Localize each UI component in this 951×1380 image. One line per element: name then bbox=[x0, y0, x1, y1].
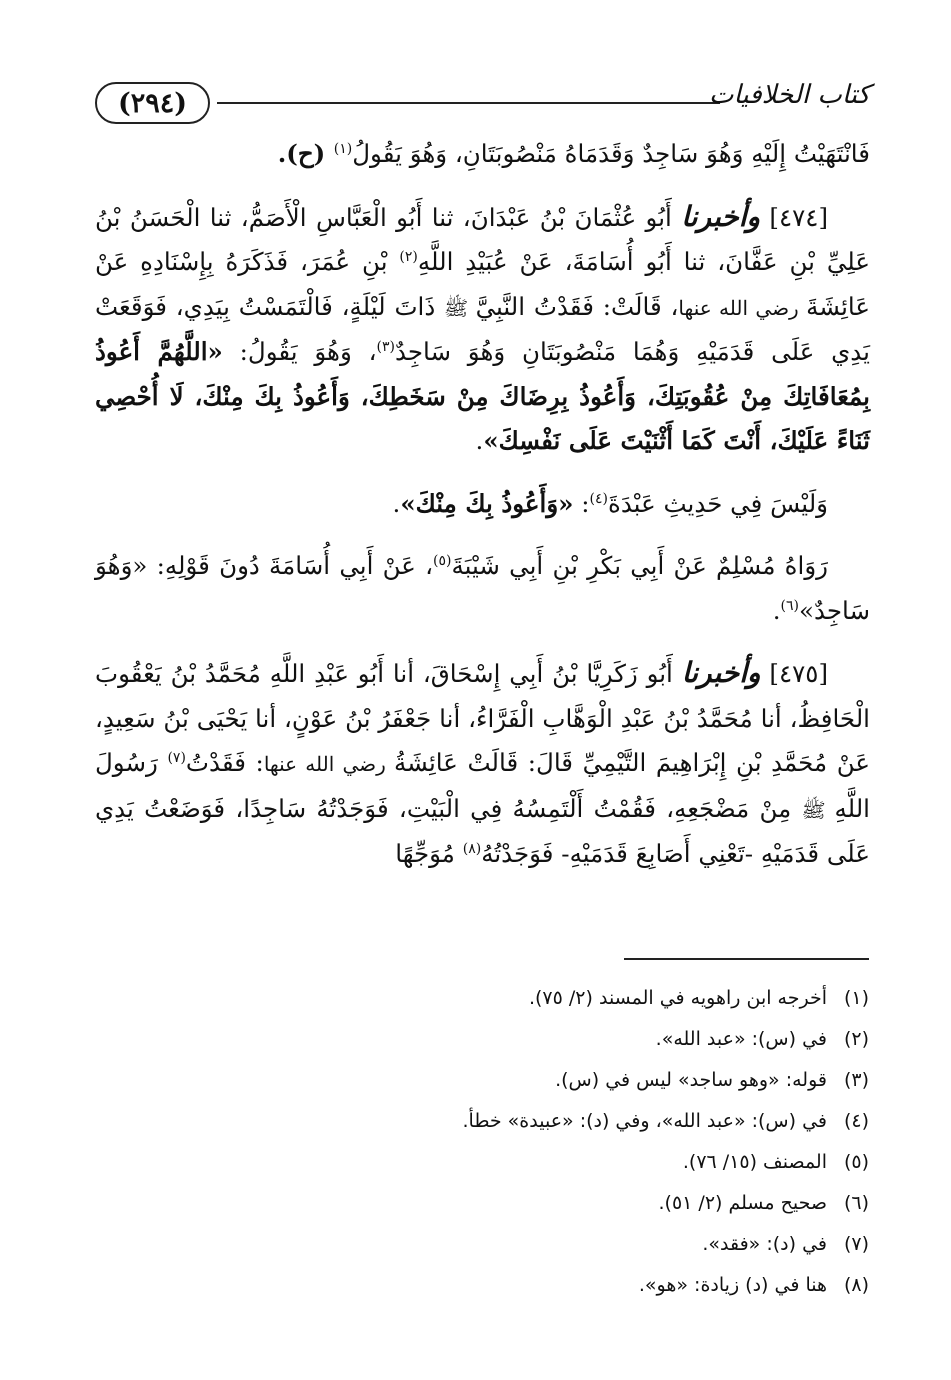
footnote-ref-1[interactable]: (١) bbox=[333, 140, 353, 157]
symbol-h: (ح). bbox=[277, 139, 334, 168]
page-header bbox=[95, 78, 870, 128]
honorific-symbol: رضي الله عنها bbox=[263, 752, 394, 776]
text-run: رَسُولَ اللَّهِ bbox=[95, 748, 870, 823]
footnote-text: هنا في (د) زيادة: «هو». bbox=[638, 1274, 827, 1296]
quote-text: «وَأَعُوذُ بِكَ مِنْكَ» bbox=[400, 488, 574, 518]
text-run: رَوَاهُ مُسْلِمٌ عَنْ أَبِي بَكْرِ بْنِ أَبِي شَيْبَةَ bbox=[451, 551, 828, 580]
footnote-ref-7[interactable]: (٧) bbox=[167, 749, 186, 766]
text-run: مُوَجِّهًا bbox=[395, 839, 463, 868]
text-run: ، وَهُوَ يَقُولُ: bbox=[222, 337, 377, 366]
footnote-separator bbox=[624, 958, 869, 960]
footnote-text: المصنف (١٥/ ٧٦). bbox=[682, 1151, 827, 1173]
footnote-label: (٥) bbox=[843, 1151, 869, 1173]
footnote-text: في (س): «عبد الله». bbox=[655, 1028, 827, 1050]
hadith-number: [٤٧٤] bbox=[760, 202, 828, 232]
book-title: كتاب الخلافيات bbox=[708, 80, 870, 110]
text-run: : bbox=[573, 488, 590, 518]
footnote-item bbox=[169, 978, 869, 1019]
footnote-ref-4[interactable]: (٤) bbox=[589, 490, 608, 507]
keyword-akhbarana: وأخبرنا bbox=[681, 199, 761, 233]
honorific-symbol: رضي الله عنها bbox=[678, 295, 807, 320]
footnote-ref-2[interactable]: (٢) bbox=[399, 248, 418, 265]
footnote-label: (٧) bbox=[843, 1233, 869, 1255]
text-run: ، عَنْ أَبِي أُسَامَةَ دُونَ قَوْلِهِ: «وَهُوَ سَاجِدٌ» bbox=[95, 551, 870, 625]
text-run: مِنْ مَضْجَعِهِ، فَقُمْتُ أَلْتَمِسُهُ فِي الْبَيْتِ، فَوَجَدْتُهُ سَاجِدًا، فَوَضَعْتُ يَدِي عَلَى قَدَمَيْهِ -تَعْنِي أَصَابِعَ قَدَمَيْهِ- فَوَجَدْتُهُ bbox=[95, 793, 870, 868]
text-run: ذَاتَ لَيْلَةٍ، فَالْتَمَسْتُ بِيَدِي، فَوَقَعَتْ يَدِي عَلَى قَدَمَيْهِ وَهُمَا مَنْصُوبَتَانِ وَهُوَ سَاجِدٌ bbox=[95, 291, 870, 366]
text-run: . bbox=[392, 488, 401, 518]
hadith-474 bbox=[95, 195, 870, 464]
footnote-ref-3[interactable]: (٣) bbox=[376, 338, 395, 355]
footnote-item bbox=[169, 1101, 869, 1142]
footnote-ref-6[interactable]: (٦) bbox=[780, 597, 799, 614]
text-run: بْنِ عُمَرَ، فَذَكَرَهُ بِإِسْنَادِهِ عَنْ عَائِشَةَ bbox=[95, 247, 870, 321]
footnote-text: صحيح مسلم (٢/ ٥١). bbox=[658, 1192, 827, 1214]
footnote-item bbox=[169, 1142, 869, 1183]
footnote-label: (٦) bbox=[843, 1192, 869, 1214]
salutation-symbol: ﷺ bbox=[444, 295, 476, 320]
main-text bbox=[95, 132, 870, 877]
footnote-label: (٤) bbox=[843, 1110, 869, 1132]
footnotes bbox=[169, 978, 869, 1306]
footnote-item bbox=[169, 1060, 869, 1101]
footnote-text: قوله: «وهو ساجد» ليس في (س). bbox=[555, 1069, 827, 1091]
footnote-label: (٨) bbox=[843, 1274, 869, 1296]
footnote-label: (٢) bbox=[843, 1028, 869, 1050]
footnote-item bbox=[169, 1265, 869, 1306]
text-run: ، قَالَتْ: فَقَدْتُ النَّبِيَّ bbox=[475, 291, 679, 321]
text-run: أَبُو عُثْمَانَ بْنُ عَبْدَانَ، ثنا أَبُو الْعَبَّاسِ الْأَصَمُّ، ثنا الْحَسَنُ بْنُ عَلِيِّ بْنِ عَفَّانَ، ثنا أَبُو أُسَامَةَ، عَنْ عُبَيْدِ اللَّهِ bbox=[95, 202, 870, 276]
footnote-ref-5[interactable]: (٥) bbox=[433, 552, 452, 569]
dua-quote: «اللَّهُمَّ أَعُوذُ بِمُعَافَاتِكَ مِنْ عُقُوبَتِكَ، وَأَعُوذُ بِرِضَاكَ مِنْ سَخَطِكَ، وَأَعُوذُ بِكَ مِنْكَ، لَا أُحْصِي ثَنَاءً عَلَيْكَ، أَنْتَ كَمَا أَثْنَيْتَ عَلَى نَفْسِكَ» bbox=[95, 337, 870, 455]
paragraph-muslim bbox=[95, 544, 870, 633]
footnote-text: أخرجه ابن راهويه في المسند (٢/ ٧٥). bbox=[528, 987, 827, 1009]
salutation-symbol: ﷺ bbox=[801, 797, 835, 822]
footnote-text: في (د): «فقد». bbox=[702, 1233, 827, 1255]
header-rule bbox=[217, 102, 720, 104]
footnote-ref-8[interactable]: (٨) bbox=[462, 840, 482, 857]
text-run: . bbox=[772, 595, 781, 625]
text-run: : فَقَدْتُ bbox=[185, 748, 264, 777]
footnote-item bbox=[169, 1019, 869, 1060]
text-run: أَبُو زَكَرِيَّا بْنُ أَبِي إِسْحَاقَ، أنا أَبُو عَبْدِ اللَّهِ مُحَمَّدُ بْنُ يَعْقُوبَ الْحَافِظُ، أنا مُحَمَّدُ بْنُ عَبْدِ الْوَهَّابِ الْفَرَّاءُ، أنا جَعْفَرُ بْنُ عَوْنٍ، أنا يَحْيَى بْنُ سَعِيدٍ، عَنْ مُحَمَّدِ بْنِ إِبْرَاهِيمَ التَّيْمِيِّ قَالَ: قَالَتْ عَائِشَةُ bbox=[95, 659, 870, 777]
footnote-item bbox=[169, 1224, 869, 1265]
page-number: (٢٩٤) bbox=[95, 82, 210, 124]
footnote-item bbox=[169, 1183, 869, 1224]
paragraph-abda bbox=[95, 482, 870, 527]
paragraph-continuation bbox=[95, 132, 870, 177]
text-run: وَلَيْسَ فِي حَدِيثِ عَبْدَةَ bbox=[607, 488, 828, 518]
footnote-text: في (س): «عبد الله»، وفي (د): «عبيدة» خطأ. bbox=[462, 1110, 827, 1132]
footnote-label: (٣) bbox=[843, 1069, 869, 1091]
hadith-475 bbox=[95, 651, 870, 877]
text-run: فَانْتَهَيْتُ إِلَيْهِ وَهُوَ سَاجِدٌ وَقَدَمَاهُ مَنْصُوبَتَانِ، وَهُوَ يَقُولُ bbox=[352, 139, 870, 168]
keyword-akhbarana: وأخبرنا bbox=[681, 656, 761, 689]
text-run: . bbox=[475, 426, 484, 455]
footnote-label: (١) bbox=[843, 987, 869, 1009]
hadith-number: [٤٧٥] bbox=[760, 659, 828, 688]
